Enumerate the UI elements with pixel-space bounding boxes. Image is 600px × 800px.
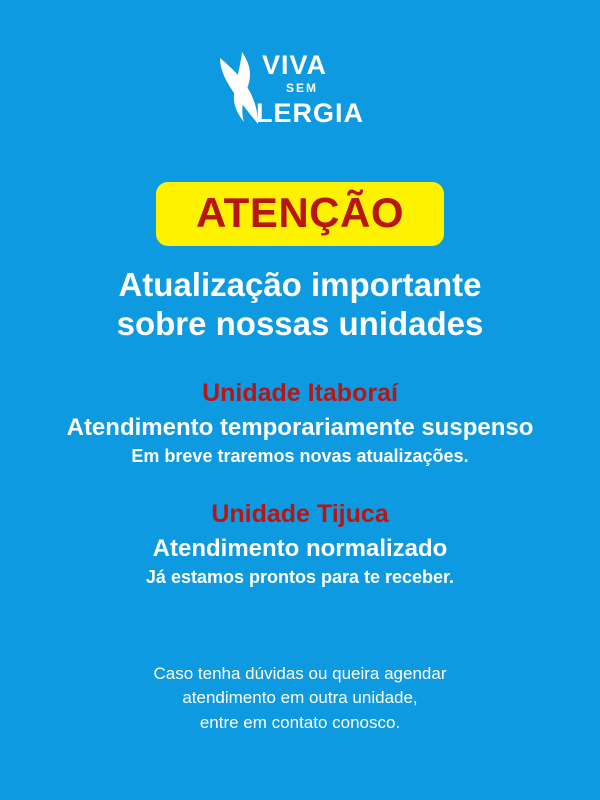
unit-block-tijuca xyxy=(0,499,600,590)
unit-status: Atendimento normalizado xyxy=(152,534,448,562)
footer-line-2: atendimento em outra unidade, xyxy=(182,688,418,708)
unit-note: Já estamos prontos para te receber. xyxy=(145,567,455,588)
logo-mark-icon xyxy=(200,44,400,130)
footer-note xyxy=(154,662,447,736)
unit-name: Unidade Tijuca xyxy=(211,499,389,528)
unit-name: Unidade Itaboraí xyxy=(202,378,398,407)
footer-line-3: entre em contato conosco. xyxy=(199,712,401,732)
headline-line-1: Atualização importante xyxy=(118,266,482,303)
attention-badge xyxy=(156,182,444,246)
attention-badge-label: ATENÇÃO xyxy=(195,189,405,236)
logo-text-alergia: LERGIA xyxy=(256,98,365,128)
unit-block-itaborai xyxy=(0,378,600,469)
logo-text-viva: VIVA xyxy=(262,50,328,80)
headline-line-2: sobre nossas unidades xyxy=(116,304,484,342)
footer-line-1: Caso tenha dúvidas ou queira agendar xyxy=(153,663,447,683)
unit-note: Em breve traremos novas atualizações. xyxy=(131,446,469,467)
brand-logo xyxy=(200,44,400,130)
logo-text-sem: SEM xyxy=(286,81,319,95)
headline xyxy=(117,266,484,344)
unit-status: Atendimento temporariamente suspenso xyxy=(66,414,534,442)
